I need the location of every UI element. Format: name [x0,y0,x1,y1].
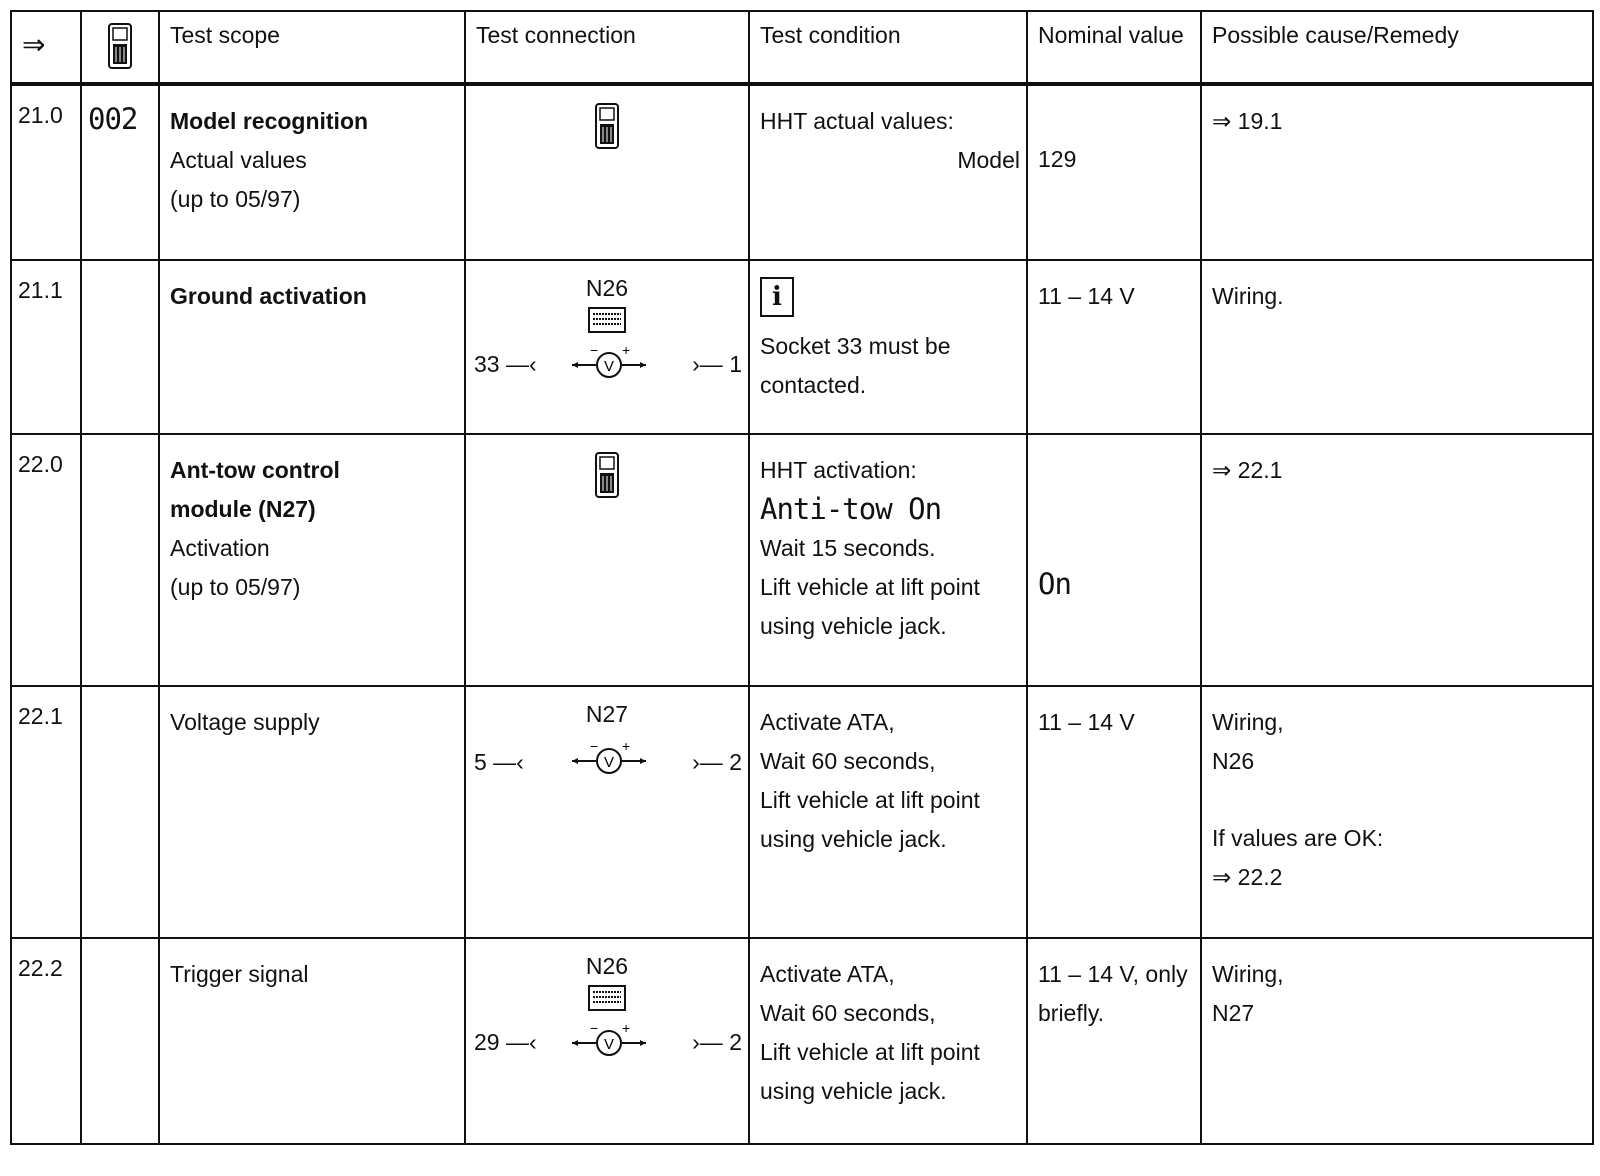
nominal-cell: 11 – 14 V [1027,260,1201,434]
connection-cell [465,938,749,1144]
scope-cell: Model recognition Actual values (up to 05/97) [159,84,465,260]
remedy-link: ⇒ 19.1 [1212,108,1283,134]
table-row [11,84,1593,260]
table-row [11,434,1593,686]
info-icon: i [760,277,794,317]
condition-cell: i Socket 33 must be contacted. [749,260,1027,434]
left-pin: 33 ―‹ [474,351,537,377]
remedy-cell: Wiring. [1201,260,1593,434]
condition-cell: Activate ATA, Wait 60 seconds, Lift vehicle at lift point using vehicle jack. [749,938,1027,1144]
scope-cell: Ground activation [159,260,465,434]
table-row [11,938,1593,1144]
connection-cell [465,260,749,434]
code-cell [81,434,159,686]
voltmeter-icon [570,345,648,381]
right-pin: ›― 2 [692,1029,742,1055]
step-cell: 22.0 [11,434,81,686]
code-cell [81,938,159,1144]
svg-text:V: V [603,754,615,771]
header-remedy: Possible cause/Remedy [1201,11,1593,84]
table-header-row [11,11,1593,84]
right-pin: ›― 2 [692,749,742,775]
condition-cell: HHT activation: Anti-tow On Wait 15 seconds. Lift vehicle at lift point using vehicle jack. [749,434,1027,686]
step-cell: 21.1 [11,260,81,434]
svg-text:V: V [603,1036,615,1053]
left-pin: 29 ―‹ [474,1029,537,1055]
condition-cell: HHT actual values: Model [749,84,1027,260]
header-arrow [11,11,81,84]
hht-icon [106,22,134,70]
code-cell [81,686,159,938]
table-row [11,260,1593,434]
remedy-cell: Wiring, N27 [1201,938,1593,1144]
remedy-cell [1201,84,1593,260]
module-label: N26 [585,953,629,979]
condition-cell: Activate ATA, Wait 60 seconds, Lift vehicle at lift point using vehicle jack. [749,686,1027,938]
scope-cell: Voltage supply [159,686,465,938]
scope-cell: Trigger signal [159,938,465,1144]
svg-text:+: + [622,741,631,754]
hht-display-text: Anti-tow On [760,492,942,526]
header-test-connection: Test connection [465,11,749,84]
header-nominal-value: Nominal value [1027,11,1201,84]
connection-diagram [466,271,748,391]
remedy-link: ⇒ 22.1 [1212,457,1283,483]
code-cell: 002 [81,84,159,260]
scope-cell: Ant-tow control module (N27) Activation (up to 05/97) [159,434,465,686]
control-module-icon [588,985,626,1011]
connection-diagram [466,949,748,1069]
svg-text:−: − [590,741,599,754]
code-cell [81,260,159,434]
left-pin: 5 ―‹ [474,749,524,775]
remedy-link: ⇒ 22.2 [1212,864,1283,890]
nominal-cell: 129 [1027,84,1201,260]
module-label: N26 [585,275,629,301]
svg-text:−: − [590,345,599,358]
voltmeter-icon [570,741,648,777]
step-cell: 22.1 [11,686,81,938]
svg-text:+: + [622,345,631,358]
nominal-cell: 11 – 14 V [1027,686,1201,938]
table-row [11,686,1593,938]
header-test-scope: Test scope [159,11,465,84]
step-cell: 21.0 [11,84,81,260]
nominal-cell: 11 – 14 V, only briefly. [1027,938,1201,1144]
test-table [10,10,1594,1145]
remedy-cell: Wiring, N26 If values are OK: ⇒ 22.2 [1201,686,1593,938]
svg-text:+: + [622,1023,631,1036]
svg-text:V: V [603,358,615,375]
control-module-icon [588,307,626,333]
nominal-cell: On [1027,434,1201,686]
voltmeter-icon [570,1023,648,1059]
right-pin: ›― 1 [692,351,742,377]
remedy-cell [1201,434,1593,686]
connection-cell [465,686,749,938]
connection-cell [465,84,749,260]
diagnostic-test-table-page [10,10,1592,1172]
step-cell: 22.2 [11,938,81,1144]
connection-diagram [466,697,748,817]
header-hht [81,11,159,84]
arrow-icon: ⇒ [22,29,46,60]
svg-text:−: − [590,1023,599,1036]
hht-icon [593,102,621,150]
header-test-condition: Test condition [749,11,1027,84]
connection-cell [465,434,749,686]
hht-icon [593,451,621,499]
module-label: N27 [585,701,629,727]
